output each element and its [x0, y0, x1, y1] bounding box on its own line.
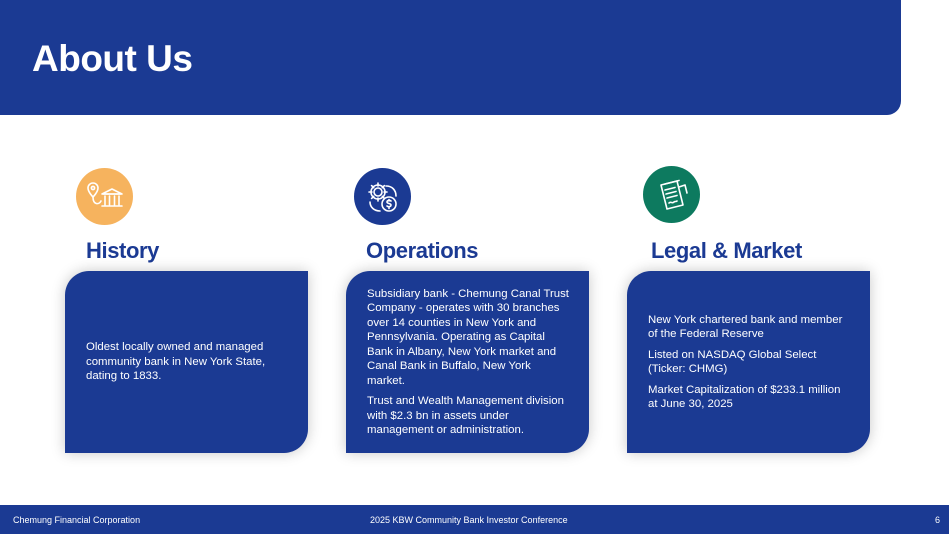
footer-bar [0, 505, 949, 534]
operations-text-2: Trust and Wealth Management division with $2.3 bn in assets under management or administration. [367, 395, 564, 436]
history-card [65, 271, 308, 453]
location-bank-icon [85, 177, 125, 217]
legal-text-3: Market Capitalization of $233.1 million at June 30, 2025 [648, 383, 841, 410]
legal-text-2: Listed on NASDAQ Global Select (Ticker: CHMG) [648, 348, 817, 375]
history-icon-badge [76, 168, 133, 225]
legal-text-1: New York chartered bank and member of the Federal Reserve [648, 313, 843, 340]
history-text: Oldest locally owned and managed community bank in New York State, dating to 1833. [86, 341, 266, 383]
history-heading: History [86, 238, 159, 263]
legal-heading: Legal & Market [651, 238, 802, 263]
operations-text-1: Subsidiary bank - Chemung Canal Trust Company - operates with 30 branches over 14 counties in New York and Pennsylvania. Operating as Capital Bank in Albany, New York market and Canal Bank in Buffalo, New York market. [367, 287, 569, 387]
header-banner [0, 0, 901, 115]
operations-card [346, 271, 589, 453]
legal-icon-badge [643, 166, 700, 223]
footer-company: Chemung Financial Corporation [13, 515, 141, 525]
page-number: 6 [934, 515, 940, 525]
legal-card [627, 271, 870, 453]
footer-event: 2025 KBW Community Bank Investor Conference [370, 515, 568, 525]
document-signature-icon [652, 175, 692, 215]
page-title: About Us [32, 38, 193, 79]
operations-icon-badge [354, 168, 411, 225]
gear-dollar-icon [363, 177, 403, 217]
operations-heading: Operations [366, 238, 479, 263]
